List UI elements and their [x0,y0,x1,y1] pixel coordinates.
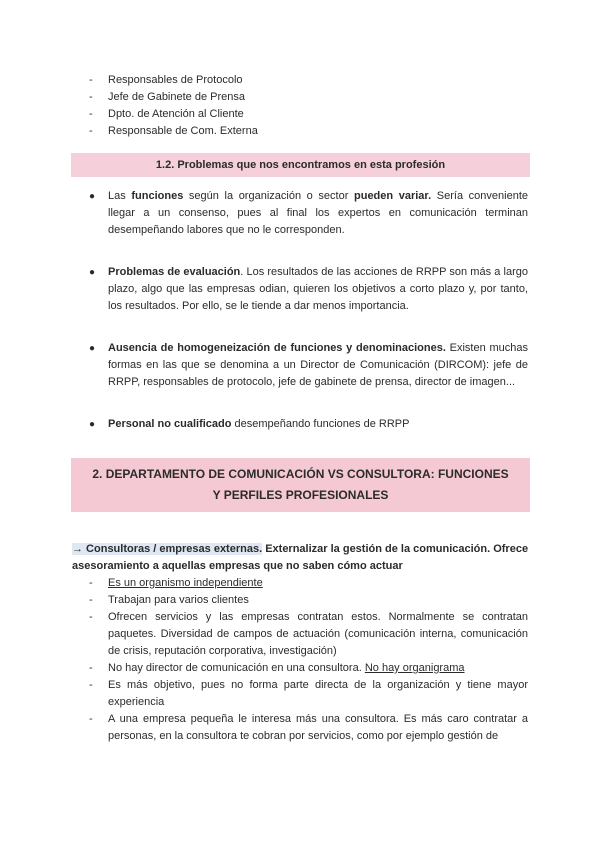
section-heading-department [71,458,530,512]
list-item [0,575,600,592]
list-item: - Dpto. de Atención al Cliente [0,106,600,123]
list-item [0,416,600,433]
list-item: - A una empresa pequeña le interesa más una consultora. Es más caro contratar a personas, en la consultora te cobran por servicios, como por ejemplo gestión de [0,711,600,745]
consultancy-list [0,575,600,745]
list-item [0,188,600,239]
text: Sería conveniente llegar a un consenso, pues al final los expertos en comunicación terminan desempeñando labores que no le corresponden. [108,190,529,236]
list-item: - Trabajan para varios clientes [0,592,600,609]
bold-text: funciones [131,190,184,202]
list-item [0,660,600,677]
underlined-text: No hay organigrama [364,662,465,674]
bullet-icon: ● [89,419,96,430]
text: Existen muchas formas en las que se denomina a un Director de Comunicación (DIRCOM): jefe de RRPP, responsables de protocolo, jefe de gabinete de prensa, director de imagen... [108,342,528,388]
list-item: - Es más objetivo, pues no forma parte directa de la organización y tiene mayor experiencia [0,677,600,711]
list-item [0,264,600,315]
consultancy-intro [72,541,530,575]
list-item: - Jefe de Gabinete de Prensa [0,89,600,106]
bold-text: Ausencia de homogeneización de funciones y denominaciones. [108,342,446,354]
bullet-icon: ● [89,191,96,202]
bold-text: pueden variar. [354,190,432,202]
text: Las [108,190,132,202]
bold-text: Problemas de evaluación [108,266,241,278]
underlined-text: Es un organismo independiente [108,577,263,589]
list-item: - Responsable de Com. Externa [0,123,600,140]
list-item: - Responsables de Protocolo [0,72,600,89]
bullet-icon: ● [89,267,96,278]
text: No hay director de comunicación en una consultora. [108,662,365,674]
list-item: - Ofrecen servicios y las empresas contratan estos. Normalmente se contratan paquetes. Diversidad de campos de actuación (comunicación interna, comunicación de crisis, reputación corporativa, investigación) [0,609,600,660]
bullet-icon: ● [89,343,96,354]
text: según la organización o sector [183,190,354,202]
text: Externalizar la gestión de la comunicación. Ofrece asesoramiento a aquellas empresas que no saben cómo actuar [72,543,529,572]
list-item [0,340,600,391]
problems-list [0,188,600,433]
profiles-list [0,72,600,140]
text: . Los resultados de las acciones de RRPP son más a largo plazo, algo que las empresas odian, quieren los objetivos a corto plazo y, por tanto, los resultados. Por ello, se le tiende a dar menos importancia. [108,266,528,312]
text: desempeñando funciones de RRPP [231,418,410,430]
section-heading-problems: 1.2. Problemas que nos encontramos en esta profesión [71,153,530,177]
bold-text: Personal no cualificado [108,418,232,430]
highlighted-text: → Consultoras / empresas externas. [72,543,263,555]
section-title: 2. DEPARTAMENTO DE COMUNICACIÓN VS CONSULTORA: FUNCIONES Y PERFILES PROFESIONALES [92,467,509,502]
